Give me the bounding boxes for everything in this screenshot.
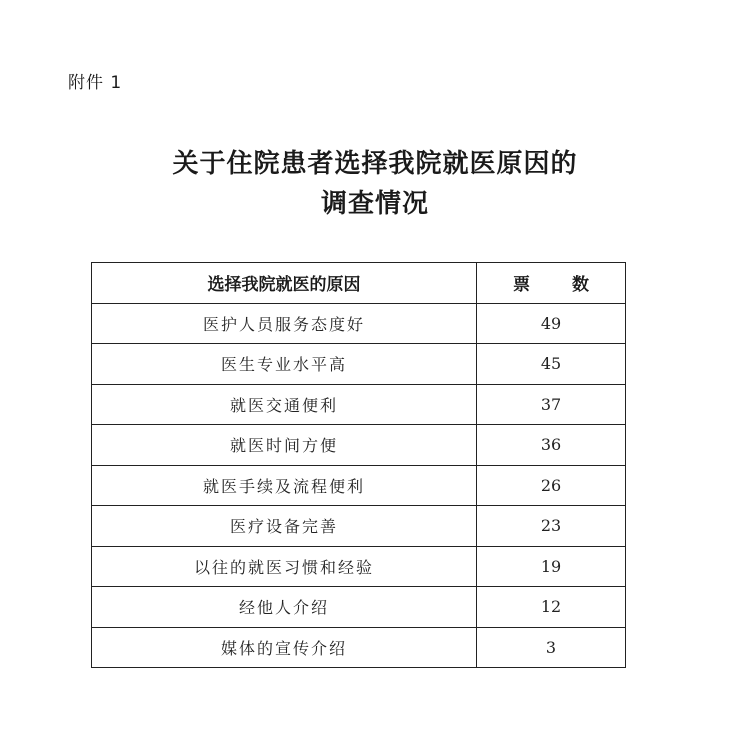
header-reason: 选择我院就医的原因 xyxy=(92,263,477,304)
table-row xyxy=(92,344,626,385)
reason-cell: 经他人介绍 xyxy=(92,587,477,628)
document-title-line-2: 调查情况 xyxy=(320,189,429,219)
reason-cell: 以往的就医习惯和经验 xyxy=(92,546,477,587)
table-row xyxy=(92,465,626,506)
table-row xyxy=(92,425,626,466)
document-title-line-1: 关于住院患者选择我院就医原因的 xyxy=(172,149,578,179)
count-cell: 12 xyxy=(477,587,626,628)
reason-cell: 医疗设备完善 xyxy=(92,506,477,547)
count-cell: 3 xyxy=(477,627,626,668)
reason-cell: 媒体的宣传介绍 xyxy=(92,627,477,668)
table-row xyxy=(92,506,626,547)
count-cell: 26 xyxy=(477,465,626,506)
reason-cell: 就医时间方便 xyxy=(92,425,477,466)
count-cell: 23 xyxy=(477,506,626,547)
count-cell: 37 xyxy=(477,384,626,425)
table-header-row xyxy=(92,263,626,304)
attachment-label: 附件 1 xyxy=(68,73,123,93)
table-row xyxy=(92,587,626,628)
table-row xyxy=(92,384,626,425)
count-cell: 49 xyxy=(477,303,626,344)
count-cell: 19 xyxy=(477,546,626,587)
reason-cell: 就医手续及流程便利 xyxy=(92,465,477,506)
table-row xyxy=(92,546,626,587)
reason-cell: 医生专业水平高 xyxy=(92,344,477,385)
reason-cell: 医护人员服务态度好 xyxy=(92,303,477,344)
table-row xyxy=(92,627,626,668)
table-row xyxy=(92,303,626,344)
survey-table xyxy=(91,262,626,668)
reason-cell: 就医交通便利 xyxy=(92,384,477,425)
header-count: 票 数 xyxy=(477,263,626,304)
count-cell: 36 xyxy=(477,425,626,466)
count-cell: 45 xyxy=(477,344,626,385)
